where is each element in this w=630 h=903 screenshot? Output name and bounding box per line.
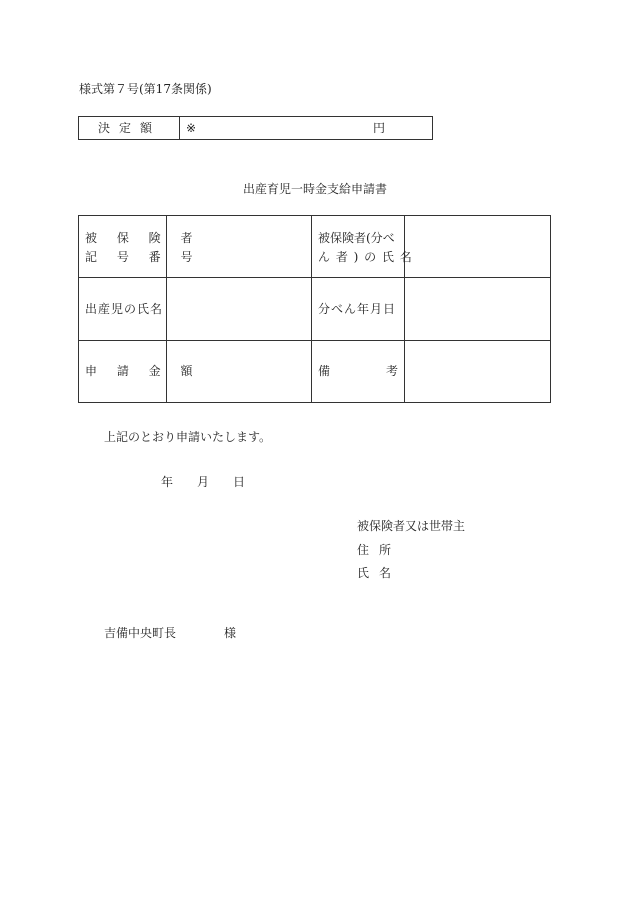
insured-name-label-line1: 被保険者(分べ: [318, 231, 395, 245]
name-field: [357, 564, 401, 581]
table-divider: [404, 216, 405, 402]
decision-amount-label: 決定額: [79, 117, 180, 139]
insured-number-label-line1: 被 保 険 者: [85, 231, 201, 245]
amount-requested-label: 申 請 金 額: [85, 364, 201, 378]
applicant-type: 被保険者又は世帯主: [357, 519, 466, 533]
yen-unit: 円: [373, 121, 386, 135]
insured-name-label-line2: ん 者 ) の 氏 名: [318, 250, 413, 264]
day-label: 日: [233, 475, 246, 489]
mayor-title: 吉備中央町長: [104, 626, 177, 640]
birth-date-label: 分べん年月日: [318, 302, 397, 316]
table-divider: [79, 340, 550, 341]
document-title: 出産育児一時金支給申請書: [242, 182, 387, 196]
address-field: [357, 541, 401, 558]
table-divider: [79, 277, 550, 278]
remarks-label: 備 考: [318, 364, 398, 378]
declaration-statement: 上記のとおり申請いたします。: [104, 430, 272, 444]
name-label: 氏名: [357, 566, 402, 580]
addressee: [104, 624, 236, 641]
honorific: 様: [224, 626, 237, 640]
date-line: [161, 473, 245, 490]
table-divider: [311, 216, 312, 402]
child-name-label: 出産児の氏名: [85, 302, 164, 316]
year-label: 年: [161, 475, 174, 489]
form-number: 様式第７号(第17条関係): [79, 82, 212, 96]
application-table: [78, 215, 551, 403]
month-label: 月: [197, 475, 210, 489]
asterisk-mark: ※: [186, 121, 197, 135]
insured-number-label-line2: 記 号 番 号: [85, 250, 201, 264]
address-label: 住所: [357, 543, 402, 557]
decision-amount-box: [78, 116, 433, 140]
